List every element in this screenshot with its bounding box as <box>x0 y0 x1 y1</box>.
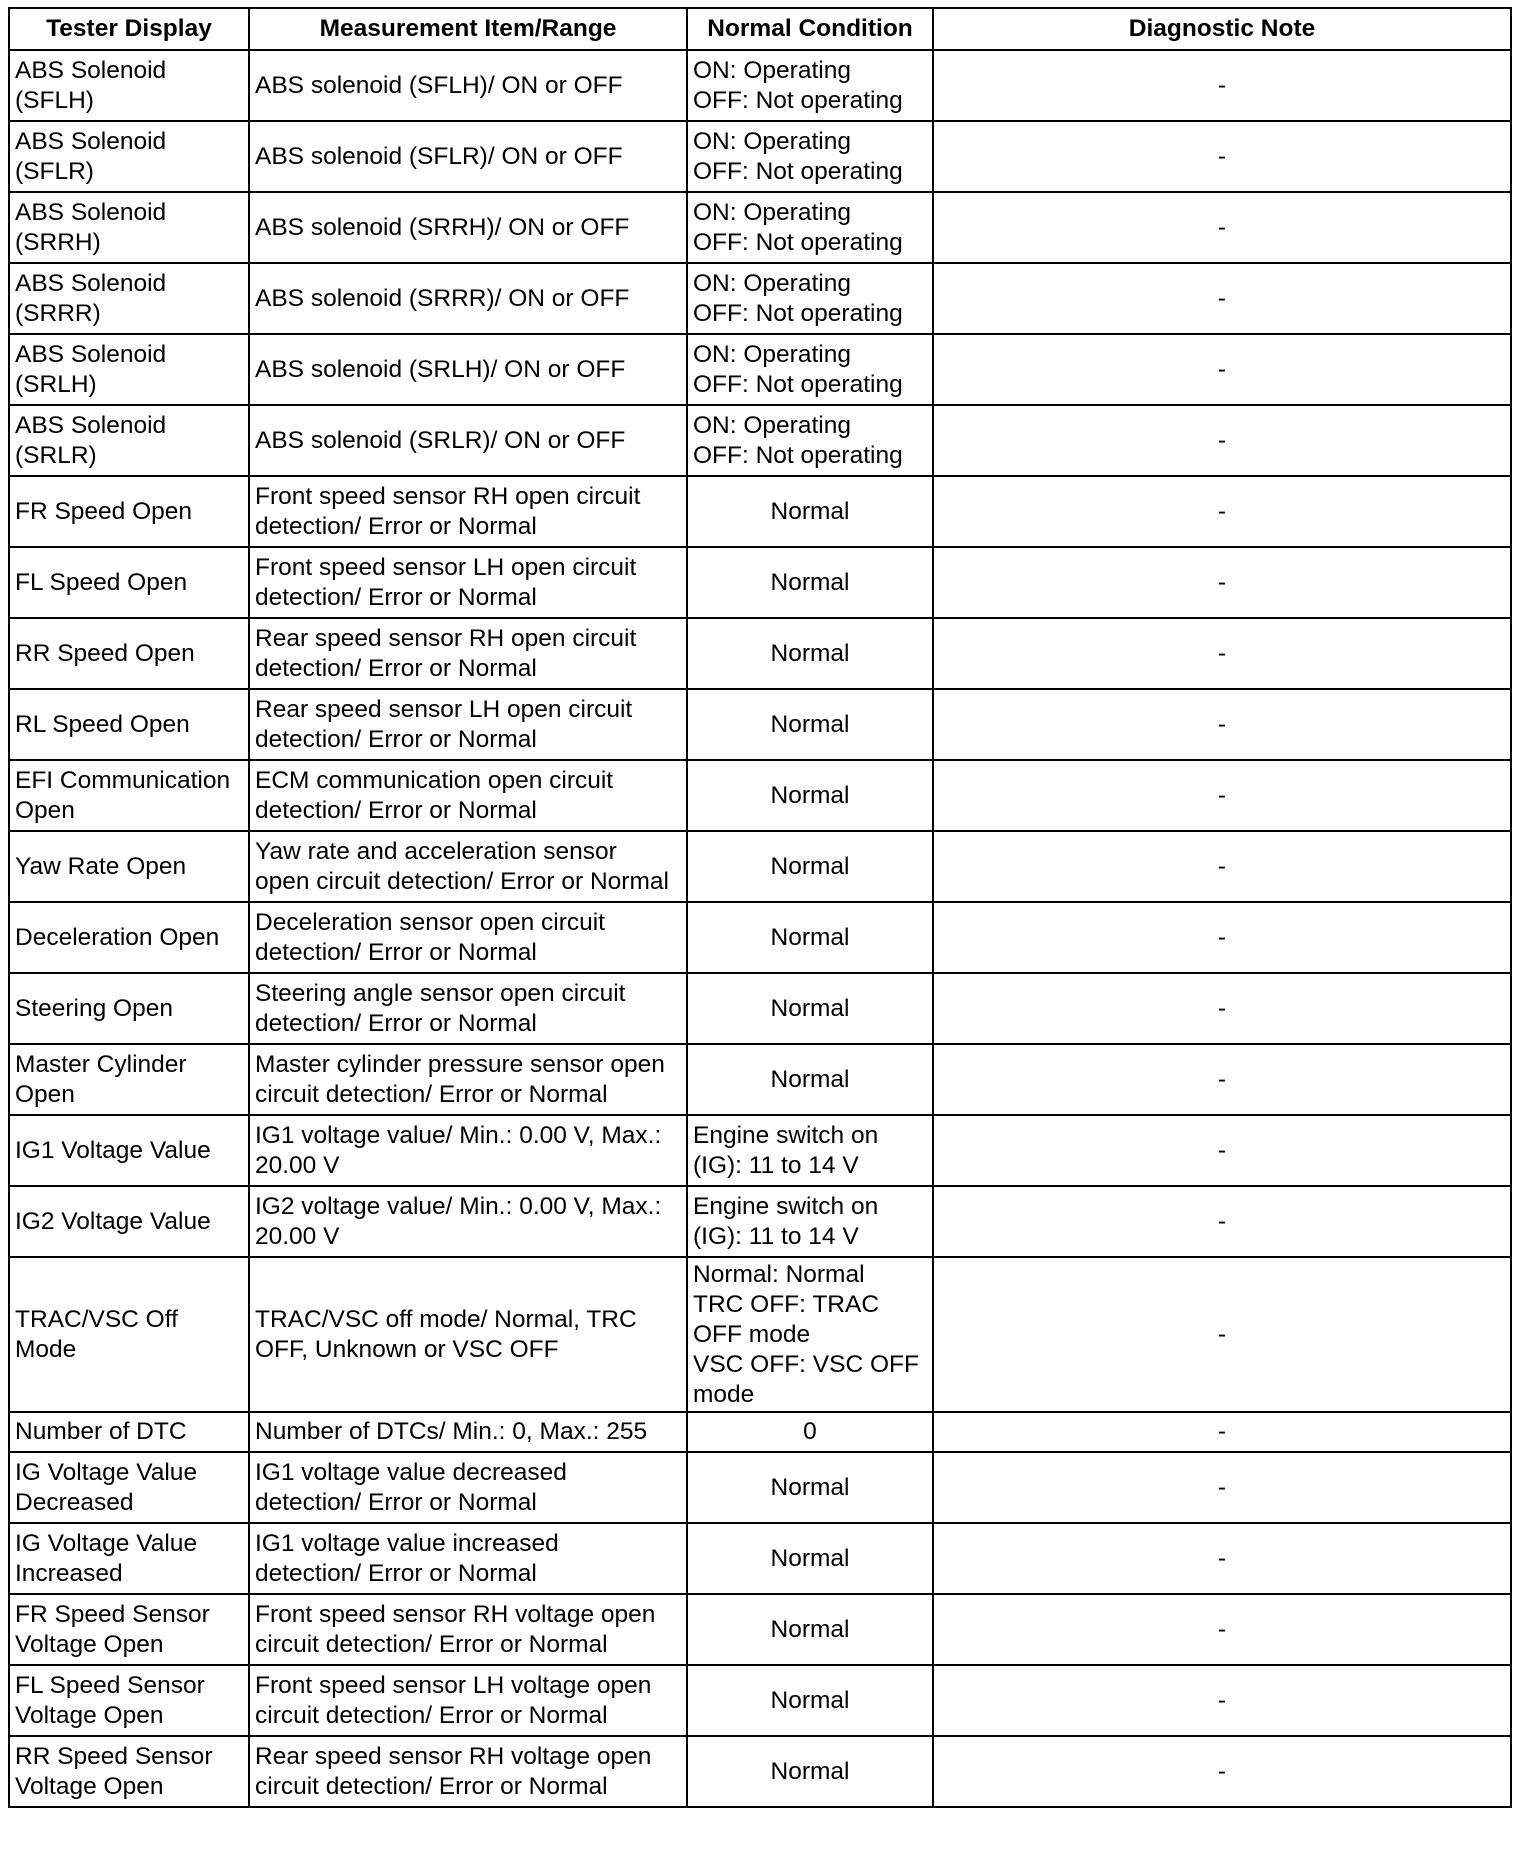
normal-condition-cell <box>687 121 933 192</box>
normal-condition-cell-line: Normal <box>770 781 850 809</box>
tester-display-cell-line: FR Speed Sensor <box>15 1600 210 1628</box>
measurement-item-cell-line: circuit detection/ Error or Normal <box>255 1080 608 1108</box>
measurement-item-cell <box>249 121 687 192</box>
tester-display-cell <box>9 1186 249 1257</box>
measurement-item-cell-line: detection/ Error or Normal <box>255 512 537 540</box>
normal-condition-cell-line: Normal <box>770 1065 850 1093</box>
normal-condition-cell-line: (IG): 11 to 14 V <box>693 1222 859 1250</box>
tester-display-cell-line: TRAC/VSC Off <box>15 1305 178 1333</box>
table-row <box>9 1665 1511 1736</box>
measurement-item-cell <box>249 1523 687 1594</box>
diagnostic-note-cell: - <box>933 1044 1511 1115</box>
diagnostic-note-cell: - <box>933 405 1511 476</box>
normal-condition-cell-line: ON: Operating <box>693 56 851 84</box>
table-row <box>9 334 1511 405</box>
diagnostic-note-cell: - <box>933 263 1511 334</box>
tester-display-cell-line: ABS Solenoid <box>15 127 167 155</box>
measurement-item-cell <box>249 1452 687 1523</box>
measurement-item-cell <box>249 760 687 831</box>
tester-display-cell-line: RR Speed Sensor <box>15 1742 213 1770</box>
tester-display-cell-line: (SRRH) <box>15 228 101 256</box>
tester-display-cell-line: ABS Solenoid <box>15 269 167 297</box>
measurement-item-cell-line: ABS solenoid (SRLR)/ ON or OFF <box>255 426 626 454</box>
normal-condition-cell-line: Normal <box>770 710 850 738</box>
measurement-item-cell-line: circuit detection/ Error or Normal <box>255 1630 608 1658</box>
diagnostic-note-cell: - <box>933 1665 1511 1736</box>
table-row <box>9 121 1511 192</box>
tester-display-cell-line: EFI Communication <box>15 766 231 794</box>
measurement-item-cell <box>249 1044 687 1115</box>
tester-display-cell <box>9 1115 249 1186</box>
tester-display-cell-line: Open <box>15 1080 75 1108</box>
normal-condition-cell-line: OFF: Not operating <box>693 441 903 469</box>
normal-condition-cell <box>687 1736 933 1807</box>
measurement-item-cell-line: ABS solenoid (SRLH)/ ON or OFF <box>255 355 626 383</box>
table-row <box>9 547 1511 618</box>
diagnostic-note-cell: - <box>933 1452 1511 1523</box>
diagnostic-note-cell: - <box>933 547 1511 618</box>
measurement-item-cell-line: detection/ Error or Normal <box>255 796 537 824</box>
normal-condition-cell-line: Normal <box>770 1757 850 1785</box>
tester-display-cell-line: Mode <box>15 1335 77 1363</box>
normal-condition-cell <box>687 476 933 547</box>
measurement-item-cell <box>249 1115 687 1186</box>
tester-display-cell <box>9 1594 249 1665</box>
table-row <box>9 1523 1511 1594</box>
table-row <box>9 1452 1511 1523</box>
measurement-item-cell-line: detection/ Error or Normal <box>255 938 537 966</box>
tester-display-cell-line: Voltage Open <box>15 1772 164 1800</box>
normal-condition-cell <box>687 263 933 334</box>
tester-display-cell <box>9 405 249 476</box>
tester-display-cell-line: ABS Solenoid <box>15 411 167 439</box>
measurement-item-cell <box>249 689 687 760</box>
tester-display-cell <box>9 1736 249 1807</box>
tester-display-cell-line: Master Cylinder <box>15 1050 187 1078</box>
measurement-item-cell-line: 20.00 V <box>255 1151 340 1179</box>
normal-condition-cell-line: OFF: Not operating <box>693 299 903 327</box>
normal-condition-cell-line: 0 <box>803 1418 817 1445</box>
table-row <box>9 1044 1511 1115</box>
tester-display-cell-line: Voltage Open <box>15 1630 164 1658</box>
measurement-item-cell-line: Yaw rate and acceleration sensor <box>255 837 617 865</box>
measurement-item-cell-line: Front speed sensor RH voltage open <box>255 1600 656 1628</box>
header-measurement-item: Measurement Item/Range <box>249 8 687 50</box>
normal-condition-cell <box>687 1594 933 1665</box>
tester-display-cell-line: ABS Solenoid <box>15 198 167 226</box>
diagnostic-note-cell: - <box>933 973 1511 1044</box>
measurement-item-cell-line: Master cylinder pressure sensor open <box>255 1050 665 1078</box>
measurement-item-cell-line: IG2 voltage value/ Min.: 0.00 V, Max.: <box>255 1192 662 1220</box>
tester-display-cell-line: IG1 Voltage Value <box>15 1136 211 1164</box>
measurement-item-cell <box>249 1257 687 1412</box>
tester-display-cell-line: ABS Solenoid <box>15 56 167 84</box>
measurement-item-cell-line: Deceleration sensor open circuit <box>255 908 605 936</box>
measurement-item-cell-line: Front speed sensor LH open circuit <box>255 553 637 581</box>
tester-display-cell <box>9 476 249 547</box>
header-row <box>9 8 1511 50</box>
normal-condition-cell-line: ON: Operating <box>693 198 851 226</box>
tester-display-cell <box>9 121 249 192</box>
tester-display-cell-line: FR Speed Open <box>15 497 193 525</box>
tester-display-cell-line: Deceleration Open <box>15 923 220 951</box>
tester-display-cell-line: (SRRR) <box>15 299 101 327</box>
tester-display-cell-line: FL Speed Sensor <box>15 1671 205 1699</box>
table-row <box>9 1412 1511 1452</box>
diagnostic-note-cell: - <box>933 1523 1511 1594</box>
measurement-item-cell <box>249 476 687 547</box>
table-row <box>9 1736 1511 1807</box>
normal-condition-cell-line: Normal <box>770 852 850 880</box>
measurement-item-cell <box>249 192 687 263</box>
tester-display-cell <box>9 831 249 902</box>
measurement-item-cell-line: circuit detection/ Error or Normal <box>255 1772 608 1800</box>
table-row <box>9 476 1511 547</box>
tester-display-cell-line: (SRLH) <box>15 370 97 398</box>
measurement-item-cell-line: detection/ Error or Normal <box>255 1009 537 1037</box>
diagnostic-note-cell: - <box>933 1186 1511 1257</box>
measurement-item-cell <box>249 618 687 689</box>
table-row <box>9 263 1511 334</box>
normal-condition-cell-line: Normal <box>770 1686 850 1714</box>
normal-condition-cell <box>687 192 933 263</box>
measurement-item-cell-line: Rear speed sensor LH open circuit <box>255 695 633 723</box>
table-row <box>9 689 1511 760</box>
diagnostic-note-cell: - <box>933 902 1511 973</box>
tester-display-cell <box>9 1452 249 1523</box>
measurement-item-cell <box>249 1736 687 1807</box>
normal-condition-cell <box>687 1257 933 1412</box>
tester-display-cell <box>9 547 249 618</box>
measurement-item-cell-line: Front speed sensor LH voltage open <box>255 1671 652 1699</box>
tester-display-cell <box>9 902 249 973</box>
tester-display-cell <box>9 50 249 121</box>
normal-condition-cell-line: Normal <box>770 568 850 596</box>
table-row <box>9 192 1511 263</box>
measurement-item-cell-line: ABS solenoid (SFLR)/ ON or OFF <box>255 142 623 170</box>
measurement-item-cell-line: TRAC/VSC off mode/ Normal, TRC <box>255 1305 637 1333</box>
diagnostic-note-cell: - <box>933 476 1511 547</box>
normal-condition-cell <box>687 760 933 831</box>
measurement-item-cell <box>249 50 687 121</box>
normal-condition-cell-line: ON: Operating <box>693 411 851 439</box>
measurement-item-cell-line: OFF, Unknown or VSC OFF <box>255 1335 559 1363</box>
table-row <box>9 1257 1511 1412</box>
measurement-item-cell <box>249 973 687 1044</box>
table-row <box>9 618 1511 689</box>
normal-condition-cell-line: OFF: Not operating <box>693 157 903 185</box>
diagnostic-note-cell: - <box>933 334 1511 405</box>
tester-display-cell <box>9 618 249 689</box>
normal-condition-cell <box>687 1044 933 1115</box>
measurement-item-cell-line: Rear speed sensor RH voltage open <box>255 1742 652 1770</box>
normal-condition-cell-line: TRC OFF: TRAC <box>693 1290 880 1318</box>
normal-condition-cell <box>687 334 933 405</box>
normal-condition-cell-line: Normal <box>770 1615 850 1643</box>
normal-condition-cell <box>687 1523 933 1594</box>
normal-condition-cell <box>687 1452 933 1523</box>
tester-display-cell-line: Open <box>15 796 75 824</box>
measurement-item-cell <box>249 1665 687 1736</box>
tester-display-cell <box>9 1523 249 1594</box>
tester-display-cell <box>9 263 249 334</box>
header-tester-display: Tester Display <box>9 8 249 50</box>
measurement-item-cell-line: Number of DTCs/ Min.: 0, Max.: 255 <box>255 1418 648 1445</box>
normal-condition-cell-line: OFF mode <box>693 1320 811 1348</box>
tester-display-cell-line: Voltage Open <box>15 1701 164 1729</box>
normal-condition-cell <box>687 902 933 973</box>
tester-display-cell-line: Yaw Rate Open <box>15 852 187 880</box>
normal-condition-cell <box>687 973 933 1044</box>
tester-display-cell-line: Steering Open <box>15 994 173 1022</box>
normal-condition-cell <box>687 547 933 618</box>
measurement-item-cell-line: ECM communication open circuit <box>255 766 614 794</box>
measurement-item-cell <box>249 1412 687 1452</box>
tester-display-cell <box>9 1044 249 1115</box>
measurement-item-cell-line: detection/ Error or Normal <box>255 583 537 611</box>
diagnostic-note-cell: - <box>933 1736 1511 1807</box>
tester-display-cell-line: Decreased <box>15 1488 134 1516</box>
normal-condition-cell <box>687 1115 933 1186</box>
table-row <box>9 760 1511 831</box>
diagnostic-note-cell: - <box>933 618 1511 689</box>
tester-display-cell-line: IG2 Voltage Value <box>15 1207 211 1235</box>
data-list-table <box>8 7 1512 1808</box>
measurement-item-cell-line: detection/ Error or Normal <box>255 725 537 753</box>
normal-condition-cell <box>687 405 933 476</box>
measurement-item-cell-line: IG1 voltage value/ Min.: 0.00 V, Max.: <box>255 1121 662 1149</box>
tester-display-cell-line: (SFLR) <box>15 157 94 185</box>
normal-condition-cell-line: Normal <box>770 497 850 525</box>
tester-display-cell <box>9 334 249 405</box>
diagnostic-note-cell: - <box>933 689 1511 760</box>
normal-condition-cell-line: OFF: Not operating <box>693 228 903 256</box>
tester-display-cell <box>9 1257 249 1412</box>
diagnostic-note-cell: - <box>933 121 1511 192</box>
measurement-item-cell-line: ABS solenoid (SRRR)/ ON or OFF <box>255 284 630 312</box>
normal-condition-cell-line: Normal <box>770 994 850 1022</box>
normal-condition-cell-line: Engine switch on <box>693 1192 879 1220</box>
normal-condition-cell-line: Normal <box>770 1544 850 1572</box>
normal-condition-cell-line: ON: Operating <box>693 127 851 155</box>
measurement-item-cell <box>249 547 687 618</box>
diagnostic-note-cell: - <box>933 831 1511 902</box>
tester-display-cell-line: FL Speed Open <box>15 568 188 596</box>
tester-display-cell-line: Increased <box>15 1559 123 1587</box>
diagnostic-note-cell: - <box>933 50 1511 121</box>
table-row <box>9 831 1511 902</box>
diagnostic-note-cell: - <box>933 1115 1511 1186</box>
measurement-item-cell-line: Rear speed sensor RH open circuit <box>255 624 637 652</box>
normal-condition-cell-line: Normal <box>770 1473 850 1501</box>
measurement-item-cell <box>249 902 687 973</box>
measurement-item-cell <box>249 831 687 902</box>
tester-display-cell <box>9 192 249 263</box>
measurement-item-cell <box>249 405 687 476</box>
normal-condition-cell-line: VSC OFF: VSC OFF <box>693 1350 919 1378</box>
diagnostic-note-cell: - <box>933 1594 1511 1665</box>
table-row <box>9 405 1511 476</box>
diagnostic-note-cell: - <box>933 760 1511 831</box>
normal-condition-cell-line: OFF: Not operating <box>693 370 903 398</box>
measurement-item-cell-line: open circuit detection/ Error or Normal <box>255 867 669 895</box>
tester-display-cell <box>9 973 249 1044</box>
table-row <box>9 973 1511 1044</box>
tester-display-cell-line: RR Speed Open <box>15 639 195 667</box>
tester-display-cell <box>9 689 249 760</box>
diagnostic-note-cell: - <box>933 192 1511 263</box>
normal-condition-cell <box>687 1412 933 1452</box>
measurement-item-cell-line: detection/ Error or Normal <box>255 1559 537 1587</box>
header-normal-condition: Normal Condition <box>687 8 933 50</box>
normal-condition-cell <box>687 1665 933 1736</box>
tester-display-cell <box>9 1665 249 1736</box>
normal-condition-cell-line: Engine switch on <box>693 1121 879 1149</box>
normal-condition-cell <box>687 1186 933 1257</box>
measurement-item-cell-line: ABS solenoid (SFLH)/ ON or OFF <box>255 71 623 99</box>
tester-display-cell-line: RL Speed Open <box>15 710 190 738</box>
table-row <box>9 1594 1511 1665</box>
normal-condition-cell-line: OFF: Not operating <box>693 86 903 114</box>
normal-condition-cell-line: (IG): 11 to 14 V <box>693 1151 859 1179</box>
measurement-item-cell-line: Front speed sensor RH open circuit <box>255 482 641 510</box>
tester-display-cell-line: ABS Solenoid <box>15 340 167 368</box>
tester-display-cell <box>9 760 249 831</box>
measurement-item-cell-line: ABS solenoid (SRRH)/ ON or OFF <box>255 213 630 241</box>
measurement-item-cell <box>249 1594 687 1665</box>
tester-display-cell <box>9 1412 249 1452</box>
normal-condition-cell-line: Normal <box>770 923 850 951</box>
normal-condition-cell-line: ON: Operating <box>693 269 851 297</box>
measurement-item-cell-line: detection/ Error or Normal <box>255 654 537 682</box>
tester-display-cell-line: IG Voltage Value <box>15 1458 198 1486</box>
normal-condition-cell-line: Normal <box>770 639 850 667</box>
header-diagnostic-note: Diagnostic Note <box>933 8 1511 50</box>
measurement-item-cell-line: Steering angle sensor open circuit <box>255 979 626 1007</box>
diagnostic-note-cell: - <box>933 1257 1511 1412</box>
tester-display-cell-line: (SFLH) <box>15 86 94 114</box>
normal-condition-cell <box>687 50 933 121</box>
table-row <box>9 1115 1511 1186</box>
diagnostic-note-cell: - <box>933 1412 1511 1452</box>
normal-condition-cell-line: mode <box>693 1380 755 1408</box>
measurement-item-cell-line: IG1 voltage value increased <box>255 1529 559 1557</box>
tester-display-cell-line: (SRLR) <box>15 441 97 469</box>
measurement-item-cell-line: circuit detection/ Error or Normal <box>255 1701 608 1729</box>
tester-display-cell-line: IG Voltage Value <box>15 1529 198 1557</box>
measurement-item-cell-line: detection/ Error or Normal <box>255 1488 537 1516</box>
tester-display-cell-line: Number of DTC <box>15 1418 187 1445</box>
measurement-item-cell-line: IG1 voltage value decreased <box>255 1458 567 1486</box>
normal-condition-cell <box>687 618 933 689</box>
normal-condition-cell <box>687 831 933 902</box>
normal-condition-cell-line: Normal: Normal <box>693 1260 865 1288</box>
measurement-item-cell <box>249 263 687 334</box>
table-row <box>9 902 1511 973</box>
normal-condition-cell <box>687 689 933 760</box>
measurement-item-cell <box>249 334 687 405</box>
normal-condition-cell-line: ON: Operating <box>693 340 851 368</box>
measurement-item-cell <box>249 1186 687 1257</box>
measurement-item-cell-line: 20.00 V <box>255 1222 340 1250</box>
table-row <box>9 50 1511 121</box>
table-row <box>9 1186 1511 1257</box>
